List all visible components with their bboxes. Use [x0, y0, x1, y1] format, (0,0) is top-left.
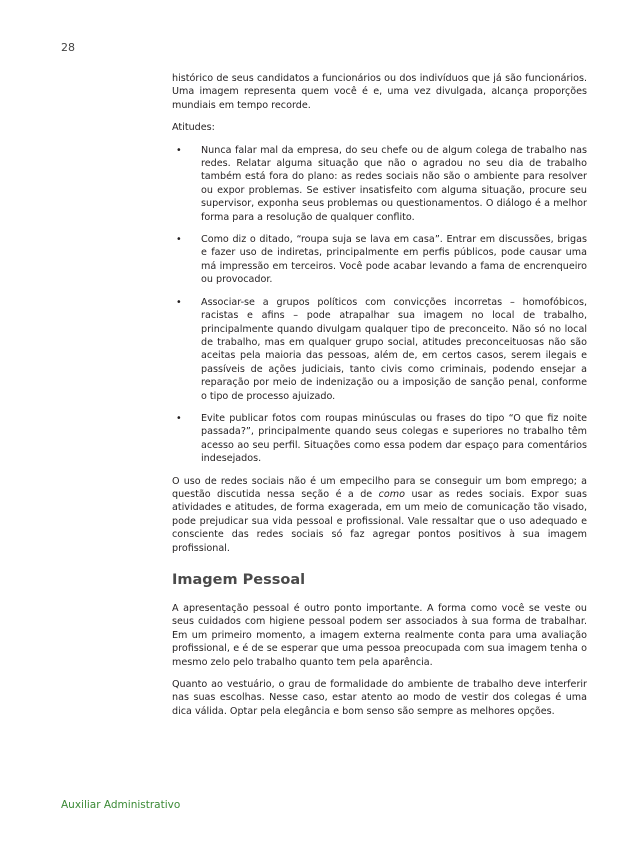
bullet-icon: • [176, 296, 182, 308]
closing-text-start: O uso de redes sociais não é um empecilho para se conseguir um bom emprego; a questão discutida nessa seção é a de [172, 475, 587, 500]
list-item-text: Evite publicar fotos com roupas minúsculas ou frases do tipo “O que fiz noite passada?”, principalmente quando seus colegas e superiores no trabalho têm acesso ao seu perfil. Situações como essa podem dar espaço para comentários indesejados. [201, 412, 587, 465]
list-item [172, 233, 587, 287]
list-item-text: Nunca falar mal da empresa, do seu chefe ou de algum colega de trabalho nas redes. Relatar alguma situação que não o agradou no seu dia de trabalho também está fora do plano: as redes sociais não são o ambiente para resolver ou expor problemas. Se estiver insatisfeito com alguma situação, procure seu supervisor, exponha seus problemas ou questionamentos. O diálogo é a melhor forma para a resolução de qualquer conflito. [201, 144, 587, 223]
section-title: Imagem Pessoal [172, 572, 306, 588]
list-item-text: Associar-se a grupos políticos com convicções incorretas – homofóbicos, racistas e afins – pode atrapalhar sua imagem no local de trabalho, principalmente quando divulgam qualquer tipo de preconceito. Não só no local de trabalho, mas em qualquer grupo social, atitudes preconceituosas não são aceitas pela maioria das pessoas, além de, em certos casos, serem ilegais e passíveis de ações judiciais, tanto civis como criminais, podendo ensejar a reparação por meio de indenização ou a imposição de sanção penal, conforme o tipo de processo ajuizado. [201, 296, 587, 402]
main-content [172, 72, 587, 727]
list-item-text: Como diz o ditado, “roupa suja se lava em casa”. Entrar em discussões, brigas e fazer uso de indiretas, principalmente em perfis públicos, pode causar uma má impressão em terceiros. Você pode acabar levando a fama de encrenqueiro ou provocador. [201, 234, 587, 286]
list-item [172, 296, 587, 403]
attitudes-list [172, 144, 587, 466]
bullet-icon: • [176, 144, 182, 156]
closing-text-emphasis: como [378, 488, 406, 500]
footer-title: Auxiliar Administrativo [61, 799, 181, 811]
page-number: 28 [61, 41, 75, 54]
list-item [172, 412, 587, 466]
section-paragraph: Quanto ao vestuário, o grau de formalidade do ambiente de trabalho deve interferir nas suas escolhas. Nesse caso, estar atento ao modo de vestir dos colegas é uma dica válida. Optar pela elegância e bom senso são sempre as melhores opções. [172, 679, 587, 717]
bullet-icon: • [176, 234, 182, 246]
bullet-icon: • [176, 412, 182, 424]
list-item [172, 144, 587, 224]
closing-paragraph [172, 475, 587, 555]
attitudes-label: Atitudes: [172, 122, 215, 134]
section-paragraph: A apresentação pessoal é outro ponto importante. A forma como você se veste ou seus cuidados com higiene pessoal podem ser associados à sua forma de trabalhar. Em um primeiro momento, a imagem externa realmente conta para uma avaliação profissional, e é de se esperar que uma pessoa preocupada com sua imagem tenha o mesmo zelo pelo trabalho quanto tem pela aparência. [172, 603, 587, 668]
closing-text-end: usar as redes sociais. Expor suas atividades e atitudes, de forma exagerada, em um meio de comunicação tão visado, pode prejudicar sua vida pessoal e profissional. Vale ressaltar que o uso adequado e consciente das redes sociais só faz agregar pontos positivos à sua imagem profissional. [172, 488, 587, 554]
intro-paragraph: histórico de seus candidatos a funcionários ou dos indivíduos que já são funcionários. Uma imagem representa quem você é e, uma vez divulgada, alcança proporções mundiais em tempo recorde. [172, 73, 587, 111]
